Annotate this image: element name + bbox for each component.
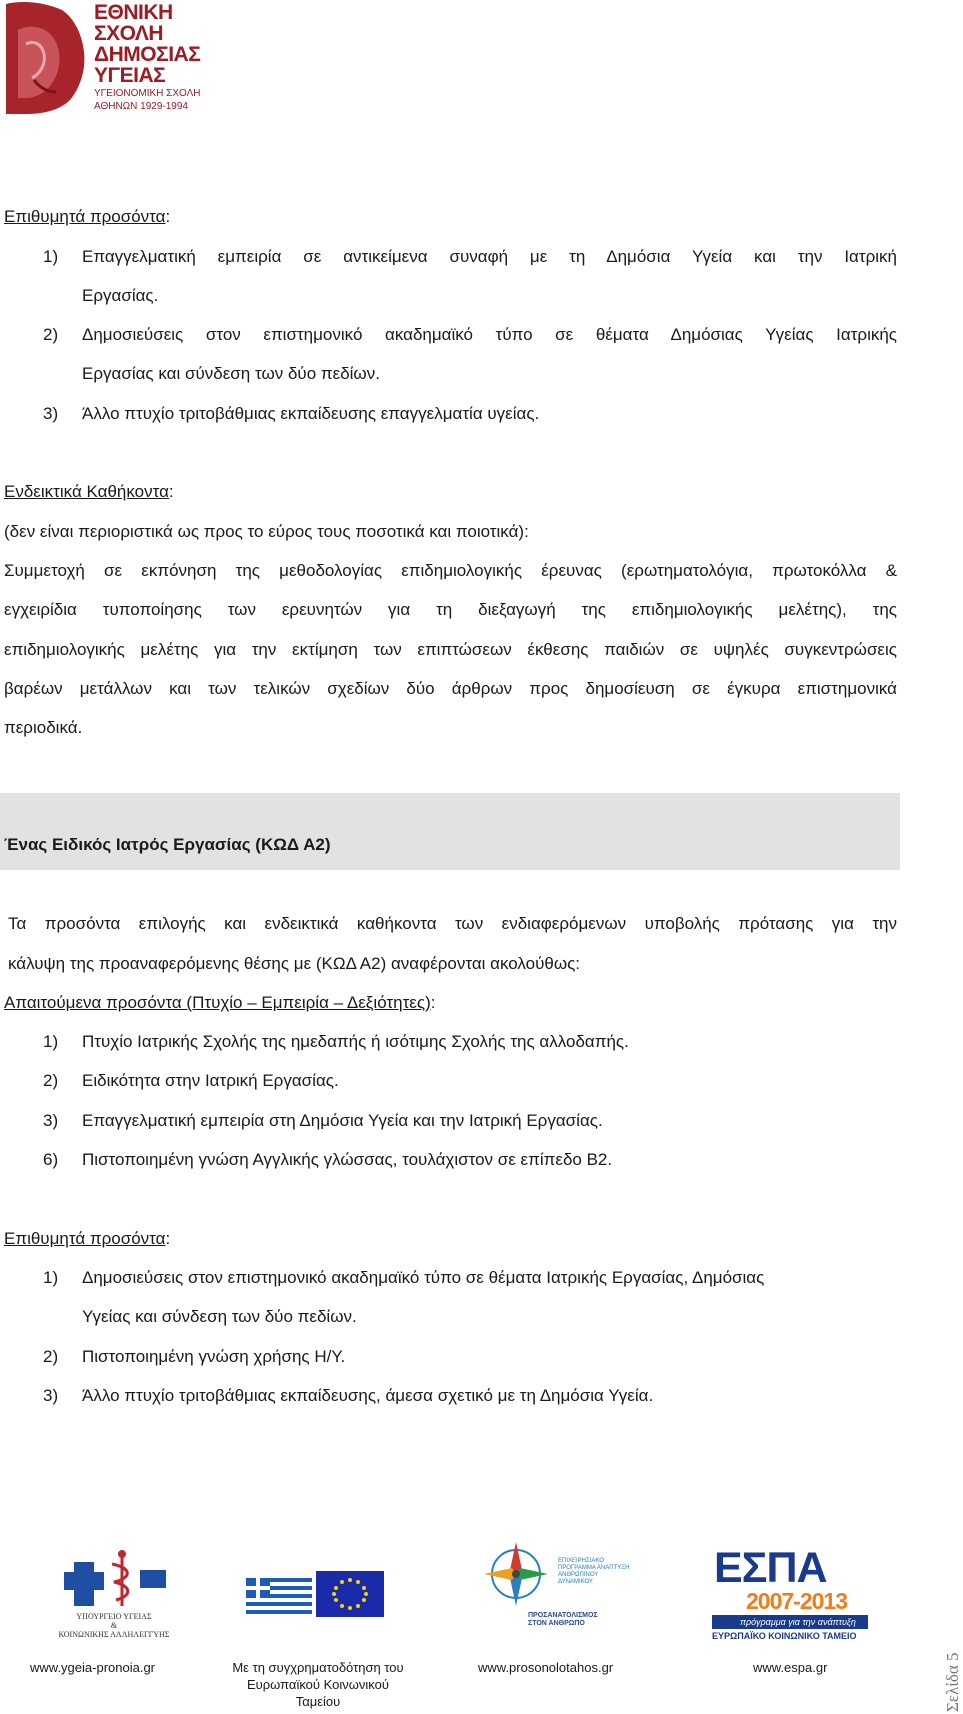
list-item-text: Επαγγελματική εμπειρία στη Δημόσια Υγεία και την Ιατρική Εργασίας.: [82, 1111, 603, 1130]
section-heading-desired: [4, 207, 170, 227]
cofund-line-1: Με τη συγχρηματοδότηση του: [232, 1660, 404, 1675]
list-number: 2): [43, 1071, 59, 1090]
ministry-logo: [52, 1548, 176, 1642]
duties-heading-text: Ενδεικτικά Καθήκοντα: [4, 482, 169, 501]
duties-line: βαρέων μετάλλων και των τελικών σχεδίων δύο άρθρων προς δημοσίευση σε έγκυρα επιστημονικά: [4, 679, 897, 698]
required-heading: [4, 993, 435, 1013]
espa-slogan: πρόγραμμα για την ανάπτυξη: [740, 1617, 856, 1627]
heading-text: Επιθυμητά προσόντα: [4, 207, 166, 226]
list-item-text: Πιστοποιημένη γνώση Αγγλικής γλώσσας, τουλάχιστον σε επίπεδο Β2.: [82, 1150, 613, 1169]
position-title-band: [0, 793, 900, 870]
logo-line-3: ΔΗΜΟΣΙΑΣ: [94, 43, 201, 66]
page-number: Σελίδα 5: [943, 1652, 962, 1712]
logo-line-2: ΣΧΟΛΗ: [94, 22, 164, 45]
position-title: Ένας Ειδικός Ιατρός Εργασίας (ΚΩΔ Α2): [4, 835, 331, 854]
position-intro-line-1: Τα προσόντα επιλογής και ενδεικτικά καθήκοντα των ενδιαφερόμενων υποβολής πρότασης για την: [8, 914, 897, 933]
list-item-text: Άλλο πτυχίο τριτοβάθμιας εκπαίδευσης, άμεσα σχετικό με τη Δημόσια Υγεία.: [82, 1386, 654, 1405]
list-number: 6): [43, 1150, 59, 1169]
cofund-line-2: Ευρωπαϊκού Κοινωνικού: [247, 1677, 389, 1692]
ministry-text-2: &: [110, 1621, 118, 1630]
prosonolotahos-text: ΕΠΙΧΕΙΡΗΣΙΑΚΟ ΠΡΟΓΡΑΜΜΑ ΑΝΑΠΤΥΞΗ ΑΝΘΡΩΠΙΝΟΥ ΔΥΝΑΜΙΚΟΥ: [558, 1558, 630, 1585]
list-item-text: Πιστοποιημένη γνώση χρήσης Η/Υ.: [82, 1347, 346, 1366]
list-item-text-continued: Εργασίας.: [82, 286, 159, 305]
ministry-text-1: ΥΠΟΥΡΓΕΙΟ ΥΓΕΙΑΣ: [76, 1612, 152, 1621]
list-number: 1): [43, 1032, 59, 1051]
list-item-text: Δημοσιεύσεις στον επιστημονικό ακαδημαϊκό τύπο σε θέματα Δημόσιας Υγείας Ιατρικής: [82, 325, 897, 344]
greek-eu-flags-icon: [246, 1571, 384, 1619]
list-number: 1): [43, 1268, 59, 1287]
list-number: 3): [43, 1386, 59, 1405]
list-item-text: Άλλο πτυχίο τριτοβάθμιας εκπαίδευσης επαγγελματία υγείας.: [82, 404, 540, 423]
position-intro-line-2: κάλυψη της προαναφερόμενης θέσης με (ΚΩΔ Α2) αναφέρονται ακολούθως:: [8, 954, 581, 973]
prosonolotahos-slogan: ΠΡΟΣΑΝΑΤΟΛΙΣΜΟΣ ΣΤΟΝ ΑΝΘΡΩΠΟ: [528, 1612, 598, 1627]
desired-heading-2-text: Επιθυμητά προσόντα: [4, 1229, 166, 1248]
list-number: 3): [43, 404, 59, 423]
caduceus-icon: [52, 1548, 176, 1608]
logo-line-1: ΕΘΝΙΚΗ: [94, 1, 173, 24]
espa-logo: [712, 1545, 876, 1645]
list-item-text: Πτυχίο Ιατρικής Σχολής της ημεδαπής ή ισότιμης Σχολής της αλλοδαπής.: [82, 1032, 629, 1051]
duties-line: περιοδικά.: [4, 718, 83, 737]
link-ygeia[interactable]: www.ygeia-pronoia.gr: [30, 1660, 156, 1675]
list-number: 2): [43, 1347, 59, 1366]
logo-subtitle-1: ΥΓΕΙΟΝΟΜΙΚΗ ΣΧΟΛΗ: [94, 88, 201, 99]
compass-icon: [470, 1540, 562, 1608]
list-item-text: Δημοσιεύσεις στον επιστημονικό ακαδημαϊκό τύπο σε θέματα Ιατρικής Εργασίας, Δημόσιας: [82, 1268, 765, 1287]
espa-years: 2007-2013: [746, 1588, 847, 1614]
duties-line: Συμμετοχή σε εκπόνηση της μεθοδολογίας επιδημιολογικής έρευνας (ερωτηματολόγια, πρωτοκόλλα &: [4, 561, 897, 580]
required-heading-colon: :: [430, 993, 436, 1012]
flags-logo: [246, 1571, 384, 1624]
ministry-text-3: ΚΟΙΝΩΝΙΚΗΣ ΑΛΛΗΛΕΓΓΥΗΣ: [58, 1630, 170, 1639]
duties-heading: [4, 482, 174, 502]
cofund-line-3: Ταμείου: [295, 1694, 341, 1709]
list-number: 2): [43, 325, 59, 344]
list-item-text: Επαγγελματική εμπειρία σε αντικείμενα συναφή με τη Δημόσια Υγεία και την Ιατρική: [82, 247, 897, 266]
espa-fund: ΕΥΡΩΠΑΪΚΟ ΚΟΙΝΩΝΙΚΟ ΤΑΜΕΙΟ: [712, 1631, 857, 1641]
school-logo: [4, 0, 262, 116]
link-prosonolotahos[interactable]: www.prosonolotahos.gr: [478, 1660, 614, 1675]
heading-colon: :: [165, 207, 171, 226]
list-item-text-continued: Εργασίας και σύνδεση των δύο πεδίων.: [82, 364, 380, 383]
list-item-text: Ειδικότητα στην Ιατρική Εργασίας.: [82, 1071, 339, 1090]
logo-line-4: ΥΓΕΙΑΣ: [94, 64, 166, 87]
duties-line: εγχειρίδια τυποποίησης των ερευνητών για τη διεξαγωγή της επιδημιολογικής μελέτης), της: [4, 600, 897, 619]
list-number: 3): [43, 1111, 59, 1130]
list-number: 1): [43, 247, 59, 266]
desired-heading-2: [4, 1229, 170, 1249]
desired-heading-2-colon: :: [165, 1229, 171, 1248]
logo-subtitle-2: ΑΘΗΝΩΝ 1929-1994: [94, 101, 188, 112]
link-espa[interactable]: www.espa.gr: [753, 1660, 828, 1675]
espa-title: ΕΣΠΑ: [714, 1544, 827, 1592]
required-heading-text: Απαιτούμενα προσόντα (Πτυχίο – Εμπειρία – Δεξιότητες): [4, 993, 431, 1012]
prosonolotahos-logo: [470, 1540, 630, 1640]
duties-heading-colon: :: [168, 482, 174, 501]
logo-title: [94, 2, 200, 86]
duties-intro: (δεν είναι περιοριστικά ως προς το εύρος τους ποσοτικά και ποιοτικά):: [4, 522, 529, 541]
list-item-text-continued: Υγείας και σύνδεση των δύο πεδίων.: [82, 1307, 357, 1326]
duties-line: επιδημιολογικής μελέτης για την εκτίμηση των επιπτώσεων έκθεσης παιδιών σε υψηλές συγκεντρώσεις: [4, 640, 897, 659]
